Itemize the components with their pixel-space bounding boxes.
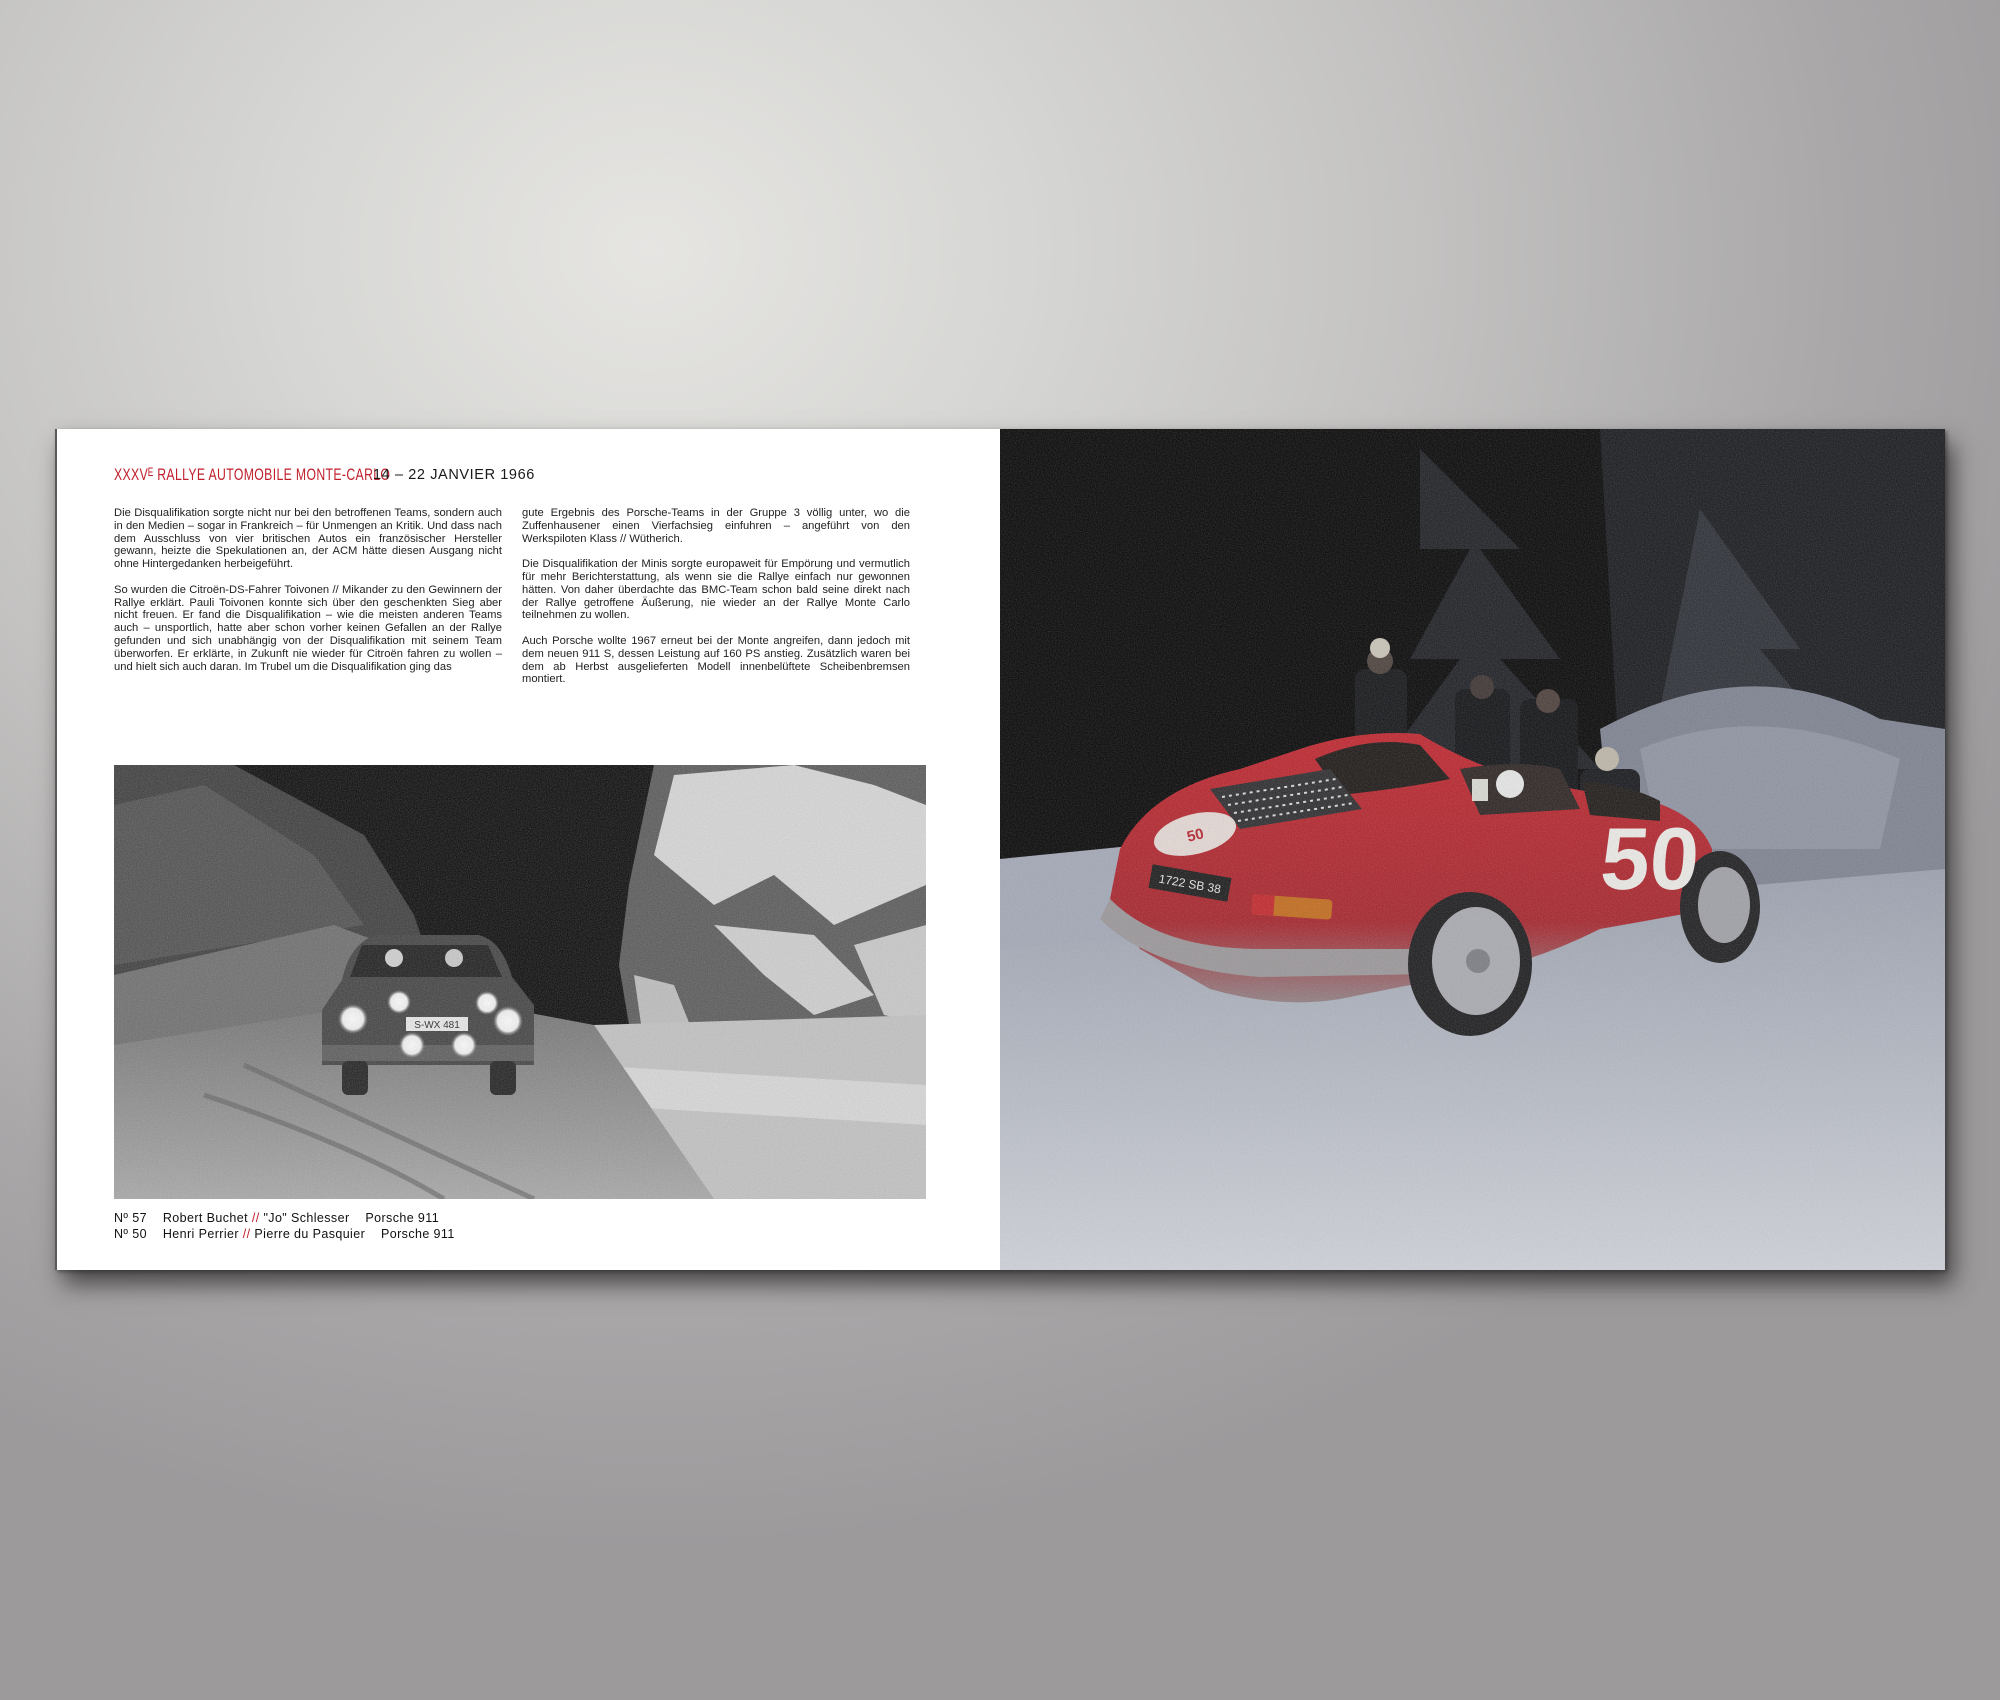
paragraph: gute Ergebnis des Porsche-Teams in der Gruppe 3 völlig unter, wo die Zuffenhausener einen Vierfachsieg einfuhren – angeführt von den Werkspiloten Klass // Wütherich.: [522, 507, 910, 545]
rallye-dates: 14 – 22 JANVIER 1966: [373, 467, 535, 483]
separator: //: [242, 1226, 251, 1241]
paragraph: So wurden die Citroën-DS-Fahrer Toivonen // Mikander zu den Gewinnern der Rallye erklärt. Pauli Toivonen konnte sich über den geschenkten Sieg aber nicht freuen. Er fand die Disqualifikation – wie die meisten anderen Teams auch – unsportlich, hatte aber schon vorher keinen Gefallen an der Rallye gefunden und sich unabhängig von der Disqualifikation mit seinem Team überworfen. Er erklärte, in Zukunft nie wieder für Citroën fahren zu wollen – und hielt sich auch daran. Im Trubel um die Disqualifikation ging das: [114, 583, 502, 673]
separator: //: [251, 1211, 260, 1225]
paragraph: Die Disqualifikation der Minis sorgte europaweit für Empörung und vermutlich für mehr Berichterstattung, als wenn sie die Rallye einfach nur gewonnen hätten. Von daher überdachte das BMC-Team schon bald seine direkt nach der Rallye getroffene Äußerung, nie wieder an der Rallye Monte Carlo teilnehmen zu wollen.: [522, 558, 910, 622]
caption-line: [114, 1211, 455, 1227]
car-number: Nº 57: [114, 1211, 147, 1225]
car-model: Porsche 911: [365, 1211, 440, 1225]
caption-line: [114, 1227, 455, 1243]
left-page: [55, 429, 1002, 1270]
right-page-photo-porsche-50: [1000, 429, 1945, 1270]
text-column-right: [522, 507, 910, 699]
book-spread: [55, 429, 1945, 1270]
photo-captions: [114, 1211, 455, 1242]
car-model: Porsche 911: [381, 1226, 455, 1241]
paragraph: Die Disqualifikation sorgte nicht nur bei den betroffenen Teams, sondern auch in den Medien – sogar in Frankreich – für Unmengen an Kritik. Und dass nach dem Ausschluss von vier britischen Autos ein französischer Hersteller gewann, heizte die Spekulationen an, der ACM hätte diesen Ausgang nicht ohne Hintergedanken herbeigeführt.: [114, 507, 502, 571]
codriver-name: "Jo" Schlesser: [263, 1211, 350, 1225]
paragraph: Auch Porsche wollte 1967 erneut bei der Monte angreifen, dann jedoch mit dem neuen 911 S, dessen Leistung auf 160 PS anstieg. Zusätzlich waren bei dem ab Herbst ausgelieferten Modell innenbelüftete Scheibenbremsen montiert.: [522, 634, 910, 686]
text-column-left: [114, 507, 502, 686]
chapter-heading: [114, 465, 535, 485]
rallye-title: XXXVᴱ RALLYE AUTOMOBILE MONTE-CARLO: [114, 465, 391, 484]
driver-name: Henri Perrier: [162, 1226, 239, 1241]
driver-name: Robert Buchet: [162, 1211, 248, 1225]
photo-porsche-57-night: [114, 765, 926, 1199]
codriver-name: Pierre du Pasquier: [254, 1226, 366, 1241]
car-number: Nº 50: [114, 1226, 147, 1241]
